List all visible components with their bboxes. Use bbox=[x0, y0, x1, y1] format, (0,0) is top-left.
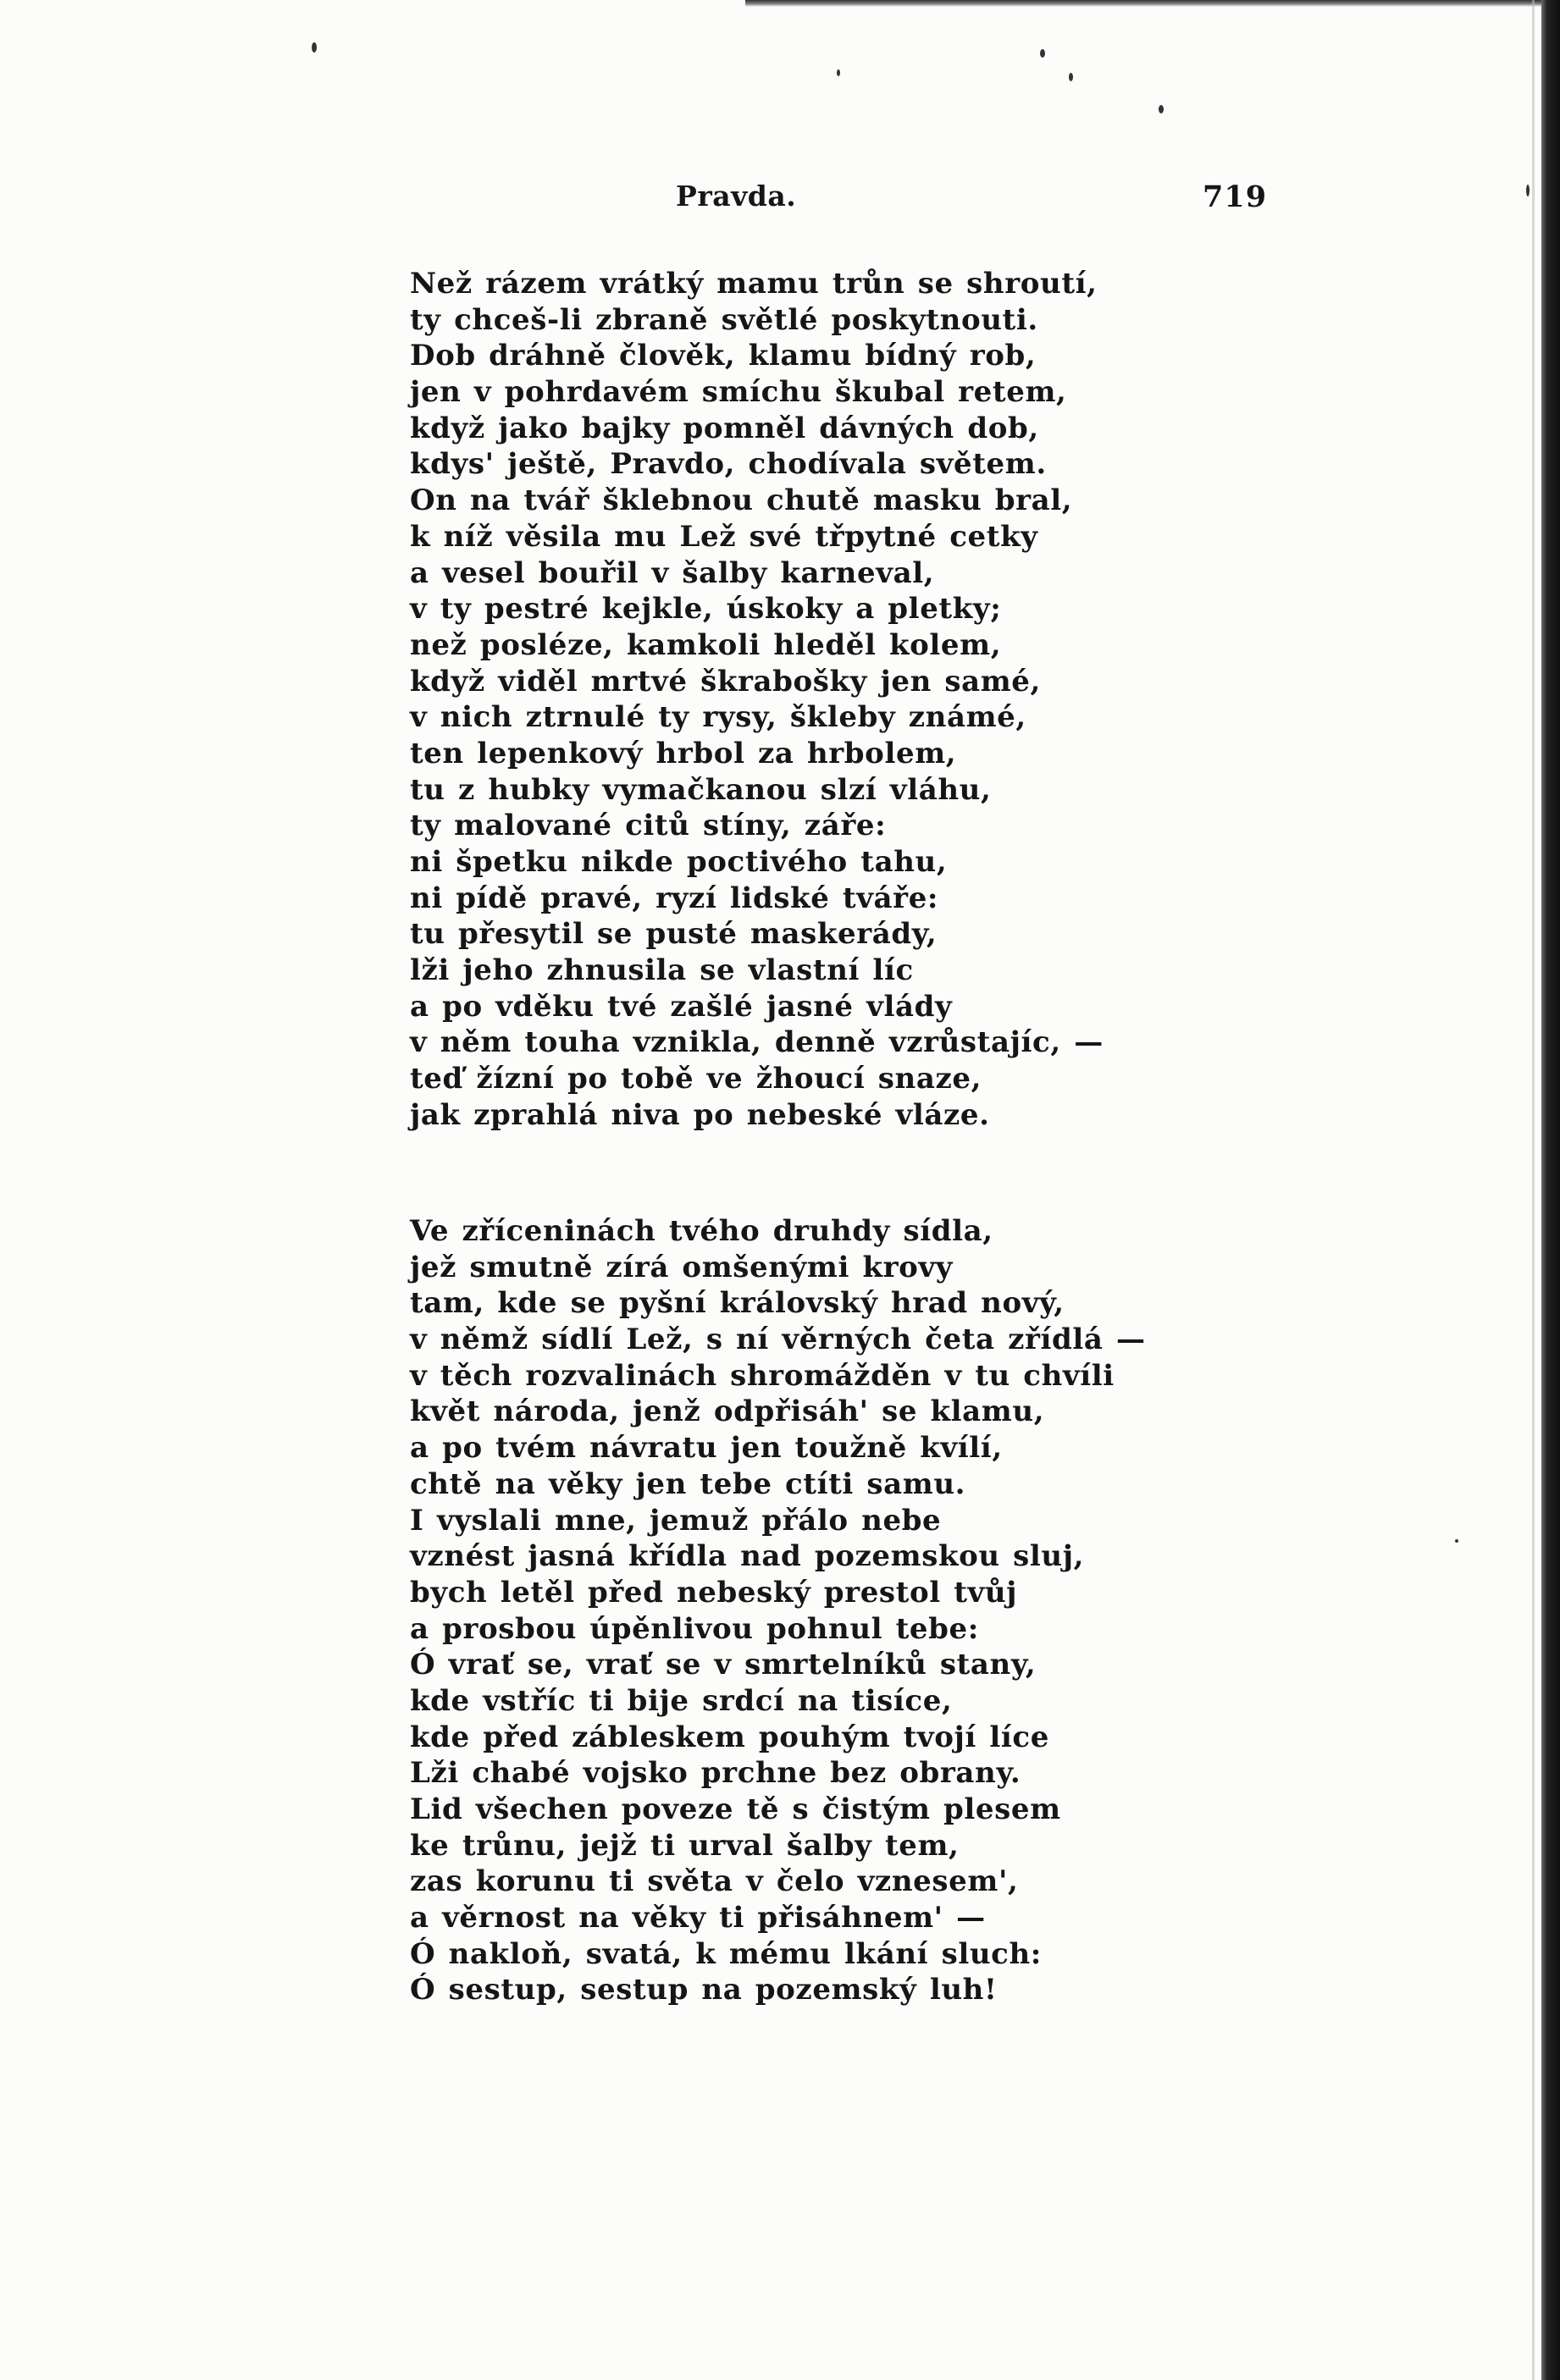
poem-line: k níž věsila mu Lež své třpytné cetky bbox=[410, 519, 1038, 554]
poem-line: a vesel bouřil v šalby karneval, bbox=[410, 555, 935, 590]
poem-line: Ve zříceninách tvého druhdy sídla, bbox=[410, 1214, 993, 1248]
poem-line: ni pídě pravé, ryzí lidské tváře: bbox=[410, 881, 939, 915]
scan-speck bbox=[837, 69, 840, 76]
poem-line: ni špetku nikde poctivého tahu, bbox=[410, 845, 948, 879]
poem-line: ty malované citů stíny, záře: bbox=[410, 809, 887, 843]
poem-line: než posléze, kamkoli hleděl kolem, bbox=[410, 627, 1002, 662]
scan-speck bbox=[1040, 49, 1045, 58]
poem-line: když jako bajky pomněl dávných dob, bbox=[410, 411, 1039, 445]
poem-line: jen v pohrdavém smíchu škubal retem, bbox=[410, 375, 1067, 410]
poem-line: jak zprahlá niva po nebeské vláze. bbox=[410, 1097, 990, 1132]
poem-line: kde vstříc ti bije srdcí na tisíce, bbox=[410, 1683, 953, 1718]
poem-stanza bbox=[410, 1213, 1257, 2008]
poem-line: v ty pestré kejkle, úskoky a pletky; bbox=[410, 592, 1002, 627]
poem-line: tam, kde se pyšní královský hrad nový, bbox=[410, 1286, 1065, 1321]
running-title: Pravda. bbox=[676, 179, 797, 213]
poem-line: zas korunu ti světa v čelo vznesem', bbox=[410, 1864, 1019, 1899]
poem-line: Ó sestup, sestup na pozemský luh! bbox=[410, 1973, 998, 2007]
poem-line: Lid všechen poveze tě s čistým plesem bbox=[410, 1792, 1061, 1826]
poem-line: Lži chabé vojsko prchne bez obrany. bbox=[410, 1756, 1021, 1791]
poem-line: On na tvář šklebnou chutě masku bral, bbox=[410, 483, 1073, 518]
poem-stanza bbox=[410, 266, 1257, 1134]
poem-line: kdys' ještě, Pravdo, chodívala světem. bbox=[410, 447, 1047, 482]
scan-binding-edge bbox=[1541, 0, 1560, 2380]
scan-speck bbox=[1159, 105, 1164, 113]
poem-line: a po tvém návratu jen toužně kvílí, bbox=[410, 1431, 1003, 1466]
poem-line: vznést jasná křídla nad pozemskou sluj, bbox=[410, 1539, 1085, 1574]
scan-top-edge bbox=[745, 0, 1560, 7]
poem-line: v němž sídlí Lež, s ní věrných četa zřídlá — bbox=[410, 1323, 1146, 1357]
running-header bbox=[0, 179, 1560, 222]
poem-line: a prosbou úpěnlivou pohnul tebe: bbox=[410, 1611, 979, 1646]
poem-line: lži jeho zhnusila se vlastní líc bbox=[410, 953, 914, 988]
poem-line: ty chceš-li zbraně světlé poskytnouti. bbox=[410, 302, 1038, 337]
poem-line: kde před zábleskem pouhým tvojí líce bbox=[410, 1720, 1049, 1754]
scan-speck bbox=[312, 42, 317, 52]
poem-line: jež smutně zírá omšenými krovy bbox=[410, 1250, 954, 1284]
poem-line: Ó nakloň, svatá, k mému lkání sluch: bbox=[410, 1936, 1042, 1971]
poem-line: Ó vrať se, vrať se v smrtelníků stany, bbox=[410, 1648, 1037, 1682]
poem-line: I vyslali mne, jemuž přálo nebe bbox=[410, 1503, 942, 1538]
poem-line: ke trůnu, jejž ti urval šalby tem, bbox=[410, 1828, 960, 1863]
scan-speck bbox=[1069, 73, 1073, 81]
poem-line: v těch rozvalinách shromážděn v tu chvíli bbox=[410, 1358, 1115, 1393]
poem-line: v něm touha vznikla, denně vzrůstajíc, — bbox=[410, 1025, 1104, 1060]
scan-speck bbox=[1455, 1539, 1458, 1543]
poem-line: ten lepenkový hrbol za hrbolem, bbox=[410, 736, 957, 770]
poem-line: Než rázem vrátký mamu trůn se shroutí, bbox=[410, 267, 1098, 301]
poem-line: květ národa, jenž odpřisáh' se klamu, bbox=[410, 1394, 1045, 1429]
scan-edge-line bbox=[1532, 0, 1535, 2380]
poem-line: bych letěl před nebeský prestol tvůj bbox=[410, 1575, 1018, 1610]
poem-line: tu přesytil se pusté maskerády, bbox=[410, 917, 938, 952]
poem-line: když viděl mrtvé škrabošky jen samé, bbox=[410, 664, 1041, 699]
poem-line: v nich ztrnulé ty rysy, škleby známé, bbox=[410, 700, 1026, 735]
poem-line: teď žízní po tobě ve žhoucí snaze, bbox=[410, 1062, 982, 1096]
page-number: 719 bbox=[1203, 179, 1268, 214]
poem-line: chtě na věky jen tebe ctíti samu. bbox=[410, 1466, 966, 1501]
poem-line: a po vděku tvé zašlé jasné vlády bbox=[410, 989, 953, 1024]
poem-line: Dob dráhně člověk, klamu bídný rob, bbox=[410, 339, 1037, 373]
poem-line: tu z hubky vymačkanou slzí vláhu, bbox=[410, 772, 992, 807]
poem-line: a věrnost na věky ti přisáhnem' — bbox=[410, 1901, 986, 1935]
